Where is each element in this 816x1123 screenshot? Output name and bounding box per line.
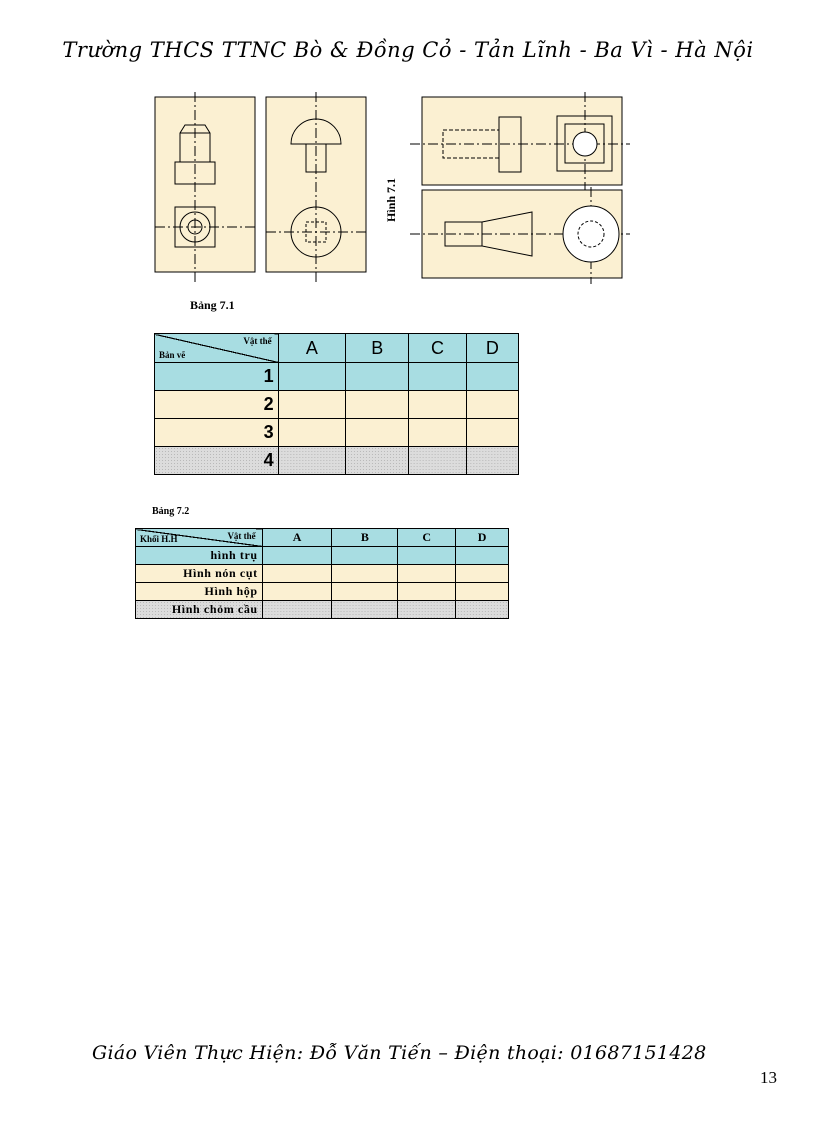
table-cell[interactable] <box>278 447 345 475</box>
table-cell[interactable] <box>278 391 345 419</box>
table-cell[interactable] <box>456 601 509 619</box>
table-cell[interactable] <box>262 583 332 601</box>
table-cell[interactable] <box>262 601 332 619</box>
drawing-panel-1 <box>155 92 255 282</box>
table-cell[interactable] <box>278 363 345 391</box>
table-cell[interactable] <box>409 419 466 447</box>
row-label: 3 <box>155 419 279 447</box>
corner-top-label: Vật thể <box>227 531 256 541</box>
figure-caption: Hình 7.1 <box>384 177 398 222</box>
table-cell[interactable] <box>332 565 398 583</box>
table-row <box>155 391 519 419</box>
table-cell[interactable] <box>466 447 518 475</box>
table-row <box>136 547 509 565</box>
table-cell[interactable] <box>346 447 409 475</box>
table-cell[interactable] <box>398 547 456 565</box>
row-label: Hình nón cụt <box>136 565 263 583</box>
table-cell[interactable] <box>466 391 518 419</box>
table-cell[interactable] <box>332 547 398 565</box>
table-row <box>155 363 519 391</box>
table-cell[interactable] <box>398 583 456 601</box>
column-header: C <box>409 334 466 363</box>
column-header: D <box>456 529 509 547</box>
drawing-panel-4 <box>410 187 630 284</box>
page-footer: Giáo Viên Thực Hiện: Đỗ Văn Tiến – Điện thoại: 01687151428 <box>92 1042 707 1064</box>
table-cell[interactable] <box>278 419 345 447</box>
page-header: Trường THCS TTNC Bò & Đồng Cỏ - Tản Lĩnh - Ba Vì - Hà Nội <box>62 38 754 62</box>
table-row <box>136 565 509 583</box>
drawing-panel-2 <box>266 92 366 282</box>
column-header: B <box>346 334 409 363</box>
table-cell[interactable] <box>346 391 409 419</box>
table-cell[interactable] <box>409 391 466 419</box>
corner-cell <box>136 529 263 547</box>
column-header: A <box>278 334 345 363</box>
page-number: 13 <box>760 1068 777 1087</box>
column-header: D <box>466 334 518 363</box>
table2-caption: Bảng 7.2 <box>152 506 190 517</box>
row-label: 1 <box>155 363 279 391</box>
table-row <box>136 601 509 619</box>
table-cell[interactable] <box>262 565 332 583</box>
table-cell[interactable] <box>398 565 456 583</box>
table-cell[interactable] <box>456 565 509 583</box>
corner-bottom-label: Bản vẽ <box>159 350 186 360</box>
table-header-row <box>155 334 519 363</box>
table-cell[interactable] <box>466 363 518 391</box>
corner-bottom-label: Khối H.H <box>140 534 178 544</box>
table-cell[interactable] <box>466 419 518 447</box>
table-cell[interactable] <box>262 547 332 565</box>
table-cell[interactable] <box>332 583 398 601</box>
table-cell[interactable] <box>332 601 398 619</box>
table-header-row <box>136 529 509 547</box>
row-label: 2 <box>155 391 279 419</box>
row-label: Hình chỏm cầu <box>136 601 263 619</box>
table-cell[interactable] <box>398 601 456 619</box>
table-row <box>155 419 519 447</box>
table-cell[interactable] <box>456 547 509 565</box>
drawing-panel-3 <box>410 92 630 190</box>
table-cell[interactable] <box>346 419 409 447</box>
table-cell[interactable] <box>409 447 466 475</box>
column-header: B <box>332 529 398 547</box>
column-header: A <box>262 529 332 547</box>
row-label: hình trụ <box>136 547 263 565</box>
table1-caption: Bảng 7.1 <box>190 298 235 312</box>
column-header: C <box>398 529 456 547</box>
table-7-1 <box>154 333 519 475</box>
table-cell[interactable] <box>456 583 509 601</box>
table-cell[interactable] <box>409 363 466 391</box>
table-cell[interactable] <box>346 363 409 391</box>
row-label: Hình hộp <box>136 583 263 601</box>
corner-top-label: Vật thể <box>243 336 272 346</box>
table-7-2 <box>135 528 509 619</box>
corner-cell <box>155 334 279 363</box>
row-label: 4 <box>155 447 279 475</box>
table-row <box>155 447 519 475</box>
table-row <box>136 583 509 601</box>
